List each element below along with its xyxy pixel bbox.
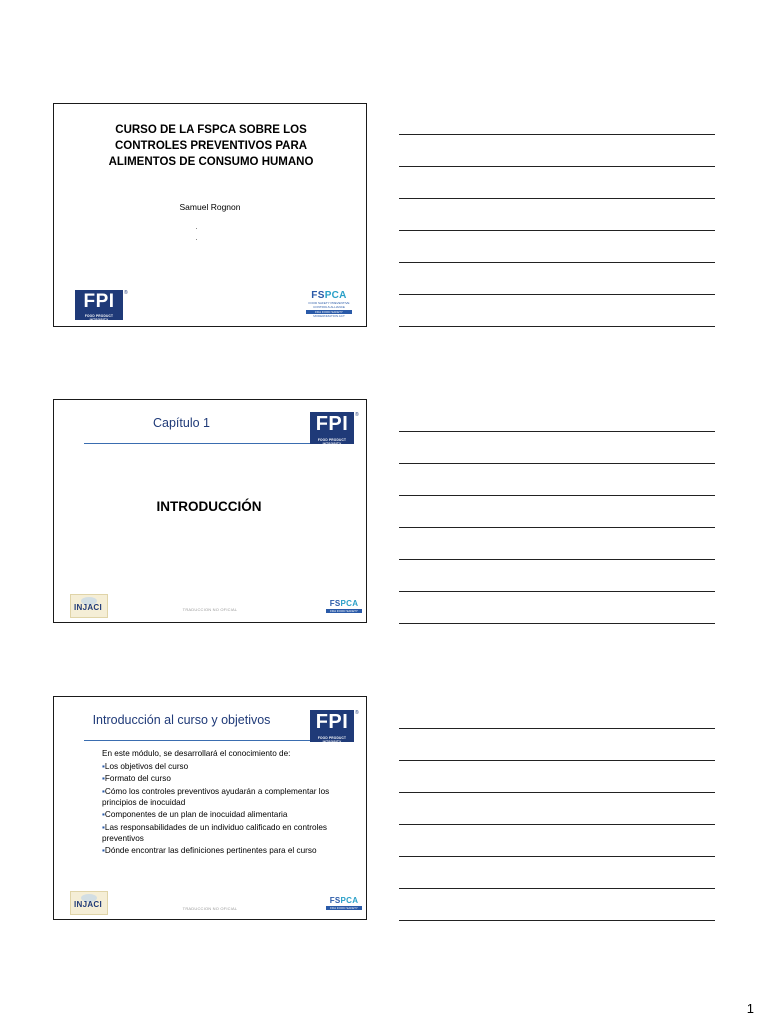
registered-mark: ® [355,412,359,418]
registered-mark: ® [124,290,128,296]
note-line [399,262,715,263]
chapter-heading: INTRODUCCIÓN [156,499,262,514]
injaci-logo: INJACI [70,891,108,915]
list-item: ▪Formato del curso [102,774,171,783]
fpi-logo: FPI FOOD PRODUCT INTEGRITY [75,290,123,320]
note-line [399,824,715,825]
slide-1-author: Samuel Rognon [179,202,241,212]
note-line [399,495,715,496]
fpi-logo: FPI FOOD PRODUCT INTEGRITY [310,710,354,742]
list-item: ▪Componentes de un plan de inocuidad alimentaria [102,810,288,819]
note-line [399,856,715,857]
registered-mark: ® [355,710,359,716]
objectives-intro: En este módulo, se desarrollará el conocimiento de: [102,749,291,758]
note-line [399,760,715,761]
note-line [399,198,715,199]
objectives-list [102,748,332,856]
note-line [399,728,715,729]
decorative-dot [196,239,197,240]
decorative-dot [196,228,197,229]
note-line [399,888,715,889]
list-item: ▪Las responsabilidades de un individuo calificado en controles preventivos [102,822,328,843]
note-line [399,559,715,560]
unofficial-translation-note: TRADUCCION NO OFICIAL [182,607,238,612]
note-line [399,591,715,592]
note-line [399,792,715,793]
page-number: 1 [746,1001,754,1016]
injaci-logo: INJACI [70,594,108,618]
fspca-logo: FSPCA FDA FOOD SAFETY [326,896,362,910]
note-line [399,134,715,135]
slide-3 [53,696,367,920]
note-line [399,920,715,921]
slide-1-title: CURSO DE LA FSPCA SOBRE LOS CONTROLES PREVENTIVOS PARA ALIMENTOS DE CONSUMO HUMANO [108,124,314,168]
note-line [399,294,715,295]
chapter-title: Capítulo 1 [153,416,210,430]
fspca-logo: FSPCA FOOD SAFETY PREVENTIVE CONTROLS ALLIANCE FDA FOOD SAFETY MODERNIZATION ACT [306,290,352,318]
slide-2 [53,399,367,623]
fpi-logo: FPI FOOD PRODUCT INTEGRITY [310,412,354,444]
header-rule [84,443,310,444]
note-line [399,527,715,528]
slide-1 [53,103,367,327]
header-rule [84,740,310,741]
note-line [399,431,715,432]
list-item: ▪Los objetivos del curso [102,761,189,771]
fspca-logo: FSPCA FDA FOOD SAFETY [326,599,362,613]
note-line [399,166,715,167]
unofficial-translation-note: TRADUCCION NO OFICIAL [182,906,238,911]
list-item: ▪Dónde encontrar las definiciones pertinentes para el curso [102,846,317,855]
note-line [399,463,715,464]
note-line [399,326,715,327]
note-line [399,623,715,624]
slide-3-title: Introducción al curso y objetivos [92,713,271,727]
list-item: ▪Cómo los controles preventivos ayudarán a complementar los principios de inocuidad [102,786,330,807]
note-line [399,230,715,231]
